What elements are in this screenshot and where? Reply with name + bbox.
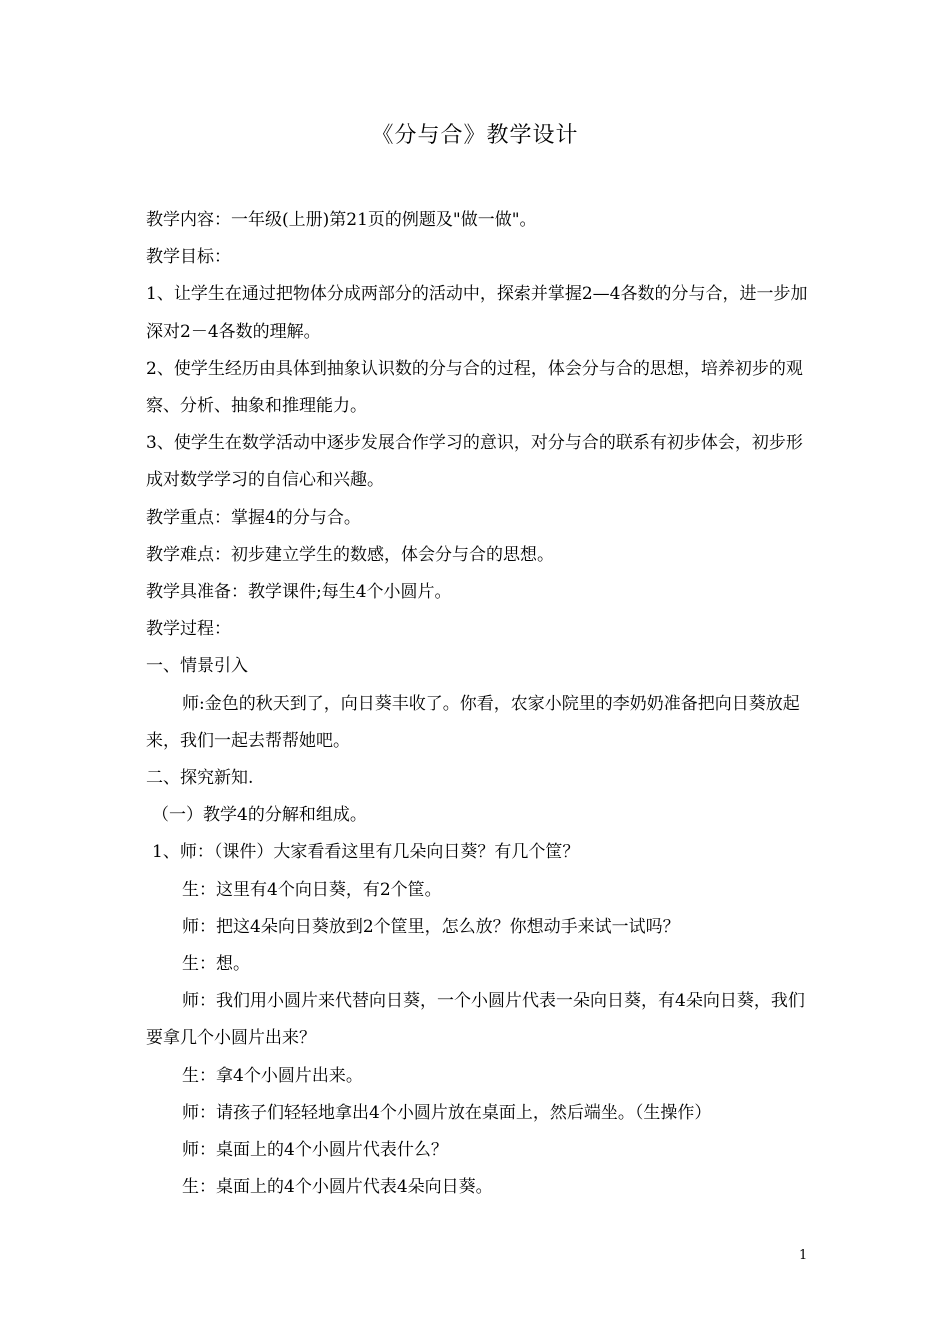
dialogue-line: 师:金色的秋天到了，向日葵丰收了。你看，农家小院里的李奶奶准备把向日葵放起来，我们一起去帮帮她吧。: [146, 693, 800, 751]
paragraph-objective-2: 2、使学生经历由具体到抽象认识数的分与合的过程，体会分与合的思想，培养初步的观察、分析、抽象和推理能力。: [146, 358, 803, 417]
paragraph-key-point: 教学重点：掌握4的分与合。: [146, 507, 361, 528]
section-heading-explore: 二、探究新知.: [146, 768, 254, 789]
dialogue-line: 师：桌面上的4个小圆片代表什么？: [182, 1140, 448, 1161]
dialogue-line: 师：请孩子们轻轻地拿出4个小圆片放在桌面上，然后端坐。（生操作）: [182, 1102, 712, 1123]
document-body: [146, 202, 810, 1206]
dialogue-line: 师：把这4朵向日葵放到2个筐里，怎么放？你想动手来试一试吗？: [182, 916, 680, 937]
paragraph-difficulty: 教学难点：初步建立学生的数感，体会分与合的思想。: [146, 544, 554, 565]
paragraph-objectives-heading: 教学目标：: [146, 247, 231, 268]
document-title: 《分与合》教学设计: [371, 123, 579, 148]
paragraph-content: 教学内容：一年级(上册)第21页的例题及"做一做"。: [146, 210, 537, 230]
dialogue-line: 生：想。: [182, 954, 250, 975]
page-number: 1: [799, 1248, 808, 1263]
section-heading-intro: 一、情景引入: [146, 656, 248, 677]
dialogue-line: 生：这里有4个向日葵，有2个筐。: [182, 879, 442, 900]
dialogue-line: 生：桌面上的4个小圆片代表4朵向日葵。: [182, 1177, 493, 1198]
numbered-step: 1、师：（课件）大家看看这里有几朵向日葵？有几个筐？: [152, 842, 580, 863]
paragraph-objective-3: 3、使学生在数学活动中逐步发展合作学习的意识，对分与合的联系有初步体会，初步形成对数学学习的自信心和兴趣。: [146, 433, 803, 491]
dialogue-line: 生：拿4个小圆片出来。: [182, 1065, 363, 1086]
paragraph-objective-1: 1、让学生在通过把物体分成两部分的活动中，探索并掌握2—4各数的分与合，进一步加深对2－4各数的理解。: [146, 284, 808, 342]
paragraph-process-heading: 教学过程：: [146, 619, 231, 640]
paragraph-materials: 教学具准备：教学课件;每生4个小圆片。: [146, 582, 452, 603]
subsection-heading: （一）教学4的分解和组成。: [152, 805, 367, 826]
dialogue-line: 师：我们用小圆片来代替向日葵，一个小圆片代表一朵向日葵，有4朵向日葵，我们要拿几个小圆片出来？: [146, 991, 805, 1049]
